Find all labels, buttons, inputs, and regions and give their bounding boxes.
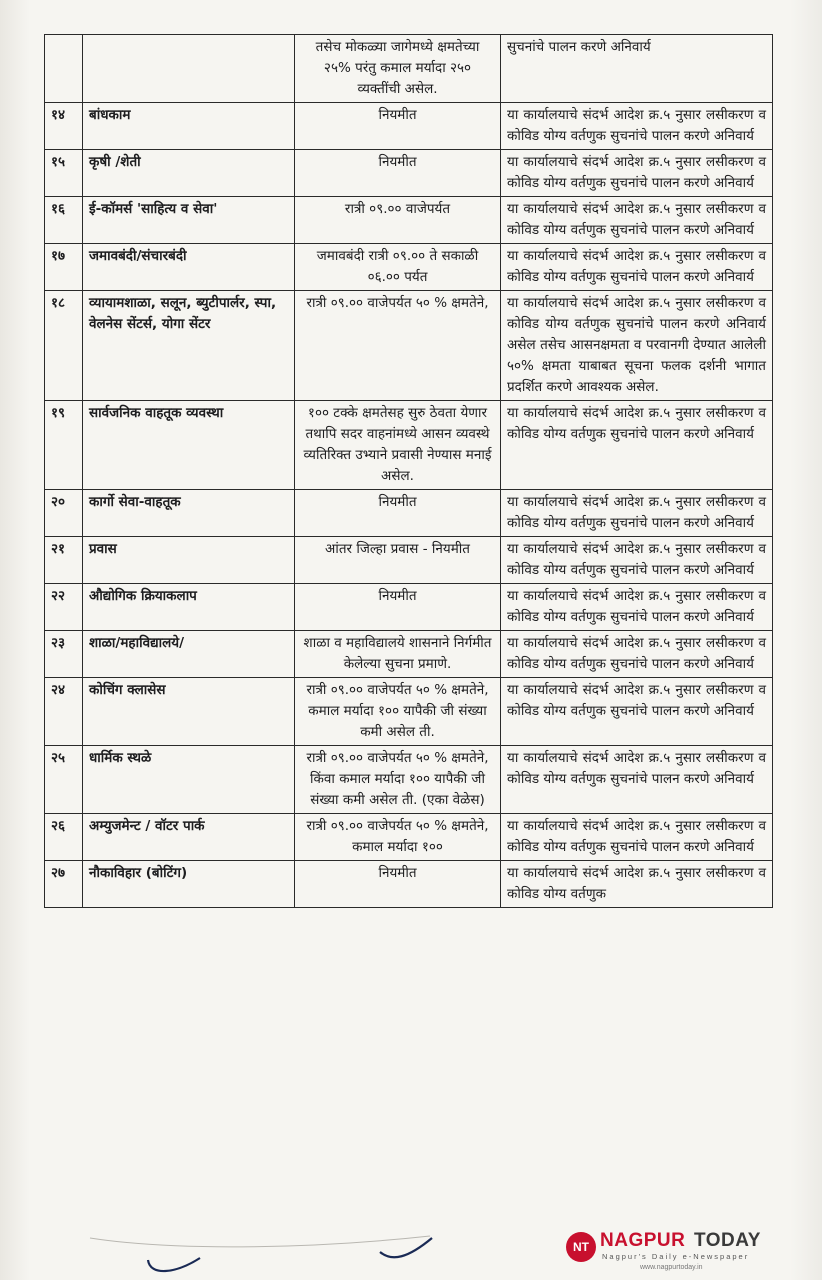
permitted-timing: नियमीत — [295, 103, 501, 150]
table-row — [45, 197, 773, 244]
permitted-timing: रात्री ०९.०० वाजेपर्यत ५० % क्षमतेने, कमाल मर्यादा १०० — [295, 814, 501, 861]
nagpur-today-watermark — [566, 1228, 806, 1271]
table-row — [45, 291, 773, 401]
permitted-timing: नियमीत — [295, 861, 501, 908]
activity-name: कृषी /शेती — [83, 150, 295, 197]
activity-name: बांधकाम — [83, 103, 295, 150]
conditions: या कार्यालयाचे संदर्भ आदेश क्र.५ नुसार लसीकरण व कोविड योग्य वर्तणुक सुचनांचे पालन करणे अनिवार्य — [501, 150, 773, 197]
row-number: २५ — [45, 746, 83, 814]
activity-name — [83, 35, 295, 103]
row-number: १९ — [45, 401, 83, 490]
table-row — [45, 678, 773, 746]
table-row — [45, 103, 773, 150]
row-number: १८ — [45, 291, 83, 401]
brand-url: www.nagpurtoday.in — [640, 1264, 703, 1271]
conditions: या कार्यालयाचे संदर्भ आदेश क्र.५ नुसार लसीकरण व कोविड योग्य वर्तणुक सुचनांचे पालन करणे अनिवार्य — [501, 401, 773, 490]
permitted-timing: रात्री ०९.०० वाजेपर्यत — [295, 197, 501, 244]
conditions: या कार्यालयाचे संदर्भ आदेश क्र.५ नुसार लसीकरण व कोविड योग्य वर्तणुक सुचनांचे पालन करणे अनिवार्य असेल तसेच आसनक्षमता व परवानगी देण्यात आलेली ५०% क्षमता याबाबत सूचना फलक दर्शनी भागात प्रदर्शित करणे आवश्यक असेल. — [501, 291, 773, 401]
permitted-timing: शाळा व महाविद्यालये शासनाने निर्गमीत केलेल्या सुचना प्रमाणे. — [295, 631, 501, 678]
activity-name: शाळा/महाविद्यालये/ — [83, 631, 295, 678]
conditions: या कार्यालयाचे संदर्भ आदेश क्र.५ नुसार लसीकरण व कोविड योग्य वर्तणुक — [501, 861, 773, 908]
table-row — [45, 746, 773, 814]
permitted-timing: १०० टक्के क्षमतेसह सुरु ठेवता येणार तथापि सदर वाहनांमध्ये आसन व्यवस्थे व्यतिरिक्त उभ्याने प्रवासी नेण्यास मनाई असेल. — [295, 401, 501, 490]
conditions: या कार्यालयाचे संदर्भ आदेश क्र.५ नुसार लसीकरण व कोविड योग्य वर्तणुक सुचनांचे पालन करणे अनिवार्य — [501, 814, 773, 861]
activity-name: कोचिंग क्लासेस — [83, 678, 295, 746]
row-number: २० — [45, 490, 83, 537]
row-number: १७ — [45, 244, 83, 291]
permitted-timing: तसेच मोकळ्या जागेमध्ये क्षमतेच्या २५% परंतु कमाल मर्यादा २५० व्यक्तींची असेल. — [295, 35, 501, 103]
conditions: या कार्यालयाचे संदर्भ आदेश क्र.५ नुसार लसीकरण व कोविड योग्य वर्तणुक सुचनांचे पालन करणे अनिवार्य — [501, 584, 773, 631]
conditions: या कार्यालयाचे संदर्भ आदेश क्र.५ नुसार लसीकरण व कोविड योग्य वर्तणुक सुचनांचे पालन करणे अनिवार्य — [501, 678, 773, 746]
activity-name: अम्युजमेन्ट / वॉटर पार्क — [83, 814, 295, 861]
conditions: या कार्यालयाचे संदर्भ आदेश क्र.५ नुसार लसीकरण व कोविड योग्य वर्तणुक सुचनांचे पालन करणे अनिवार्य — [501, 746, 773, 814]
permitted-timing: रात्री ०९.०० वाजेपर्यत ५० % क्षमतेने, — [295, 291, 501, 401]
brand-tagline: Nagpur's Daily e-Newspaper — [602, 1252, 750, 1261]
permitted-timing: नियमीत — [295, 584, 501, 631]
table-row — [45, 584, 773, 631]
activity-name: ई-कॉमर्स 'साहित्य व सेवा' — [83, 197, 295, 244]
table-row — [45, 490, 773, 537]
activity-name: प्रवास — [83, 537, 295, 584]
conditions: या कार्यालयाचे संदर्भ आदेश क्र.५ नुसार लसीकरण व कोविड योग्य वर्तणुक सुचनांचे पालन करणे अनिवार्य — [501, 244, 773, 291]
table-row — [45, 401, 773, 490]
row-number — [45, 35, 83, 103]
nt-badge-icon: NT — [566, 1232, 596, 1262]
activity-name: जमावबंदी/संचारबंदी — [83, 244, 295, 291]
activity-name: औद्योगिक क्रियाकलाप — [83, 584, 295, 631]
row-number: २२ — [45, 584, 83, 631]
table-row — [45, 35, 773, 103]
row-number: १५ — [45, 150, 83, 197]
row-number: २७ — [45, 861, 83, 908]
conditions: या कार्यालयाचे संदर्भ आदेश क्र.५ नुसार लसीकरण व कोविड योग्य वर्तणुक सुचनांचे पालन करणे अनिवार्य — [501, 490, 773, 537]
permitted-timing: रात्री ०९.०० वाजेपर्यत ५० % क्षमतेने, कमाल मर्यादा १०० यापैकी जी संख्या कमी असेल ती. — [295, 678, 501, 746]
permitted-timing: रात्री ०९.०० वाजेपर्यत ५० % क्षमतेने, किंवा कमाल मर्यादा १०० यापैकी जी संख्या कमी असेल ती. (एका वेळेस) — [295, 746, 501, 814]
row-number: १६ — [45, 197, 83, 244]
permitted-timing: जमावबंदी रात्री ०९.०० ते सकाळी ०६.०० पर्यत — [295, 244, 501, 291]
permitted-timing: नियमीत — [295, 490, 501, 537]
table-row — [45, 244, 773, 291]
row-number: २३ — [45, 631, 83, 678]
activity-name: व्यायामशाळा, सलून, ब्युटीपार्लर, स्पा, वेलनेस सेंटर्स, योगा सेंटर — [83, 291, 295, 401]
conditions: या कार्यालयाचे संदर्भ आदेश क्र.५ नुसार लसीकरण व कोविड योग्य वर्तणुक सुचनांचे पालन करणे अनिवार्य — [501, 103, 773, 150]
table-row — [45, 537, 773, 584]
table-row — [45, 814, 773, 861]
brand-nagpur: NAGPUR — [600, 1230, 686, 1251]
activity-name: कार्गो सेवा-वाहतूक — [83, 490, 295, 537]
permitted-timing: आंतर जिल्हा प्रवास - नियमीत — [295, 537, 501, 584]
row-number: २४ — [45, 678, 83, 746]
conditions: या कार्यालयाचे संदर्भ आदेश क्र.५ नुसार लसीकरण व कोविड योग्य वर्तणुक सुचनांचे पालन करणे अनिवार्य — [501, 197, 773, 244]
activity-name: सार्वजनिक वाहतूक व्यवस्था — [83, 401, 295, 490]
permitted-timing: नियमीत — [295, 150, 501, 197]
conditions: या कार्यालयाचे संदर्भ आदेश क्र.५ नुसार लसीकरण व कोविड योग्य वर्तणुक सुचनांचे पालन करणे अनिवार्य — [501, 537, 773, 584]
conditions: सुचनांचे पालन करणे अनिवार्य — [501, 35, 773, 103]
activity-name: नौकाविहार (बोटिंग) — [83, 861, 295, 908]
brand-today: TODAY — [694, 1230, 761, 1251]
row-number: २६ — [45, 814, 83, 861]
activity-name: धार्मिक स्थळे — [83, 746, 295, 814]
conditions: या कार्यालयाचे संदर्भ आदेश क्र.५ नुसार लसीकरण व कोविड योग्य वर्तणुक सुचनांचे पालन करणे अनिवार्य — [501, 631, 773, 678]
table-row — [45, 150, 773, 197]
guidelines-table — [44, 34, 773, 908]
row-number: १४ — [45, 103, 83, 150]
row-number: २१ — [45, 537, 83, 584]
table-row — [45, 631, 773, 678]
table-row — [45, 861, 773, 908]
